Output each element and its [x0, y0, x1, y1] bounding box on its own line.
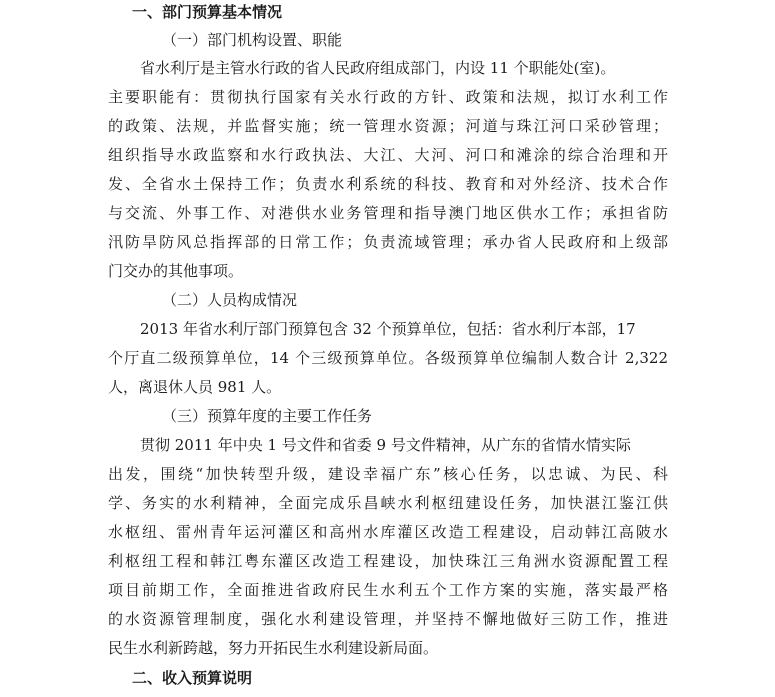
paragraph-line: 主要职能有：贯彻执行国家有关水行政的方针、政策和法规，拟订水利工作 [108, 88, 668, 106]
paragraph-line: 发、全省水土保持工作；负责水利系统的科技、教育和对外经济、技术合作 [108, 175, 668, 193]
paragraph-line: 门交办的其他事项。 [108, 262, 244, 280]
paragraph-line: 利枢纽工程和韩江粤东灌区改造工程建设，加快珠江三角洲水资源配置工程 [108, 552, 668, 570]
paragraph-line: 项目前期工作，全面推进省政府民生水利五个工作方案的实施，落实最严格 [108, 581, 668, 599]
paragraph-line: 学、务实的水利精神，全面完成乐昌峡水利枢纽建设任务，加快湛江鉴江供 [108, 494, 668, 512]
subsection-2-heading: （二）人员构成情况 [162, 291, 298, 309]
paragraph-line: 个厅直二级预算单位，14 个三级预算单位。各级预算单位编制人数合计 2,322 [108, 349, 668, 367]
paragraph-line: 出发，围绕“加快转型升级，建设幸福广东”核心任务，以忠诚、为民、科 [108, 465, 668, 483]
paragraph-line: 汛防旱防风总指挥部的日常工作；负责流域管理；承办省人民政府和上级部 [108, 233, 668, 251]
paragraph-line: 贯彻 2011 年中央 1 号文件和省委 9 号文件精神，从广东的省情水情实际 [140, 436, 631, 454]
paragraph-line: 省水利厅是主管水行政的省人民政府组成部门，内设 11 个职能处(室)。 [140, 59, 616, 77]
paragraph-line: 2013 年省水利厅部门预算包含 32 个预算单位，包括：省水利厅本部，17 [140, 320, 636, 338]
paragraph-line: 的政策、法规，并监督实施；统一管理水资源；河道与珠江河口采砂管理； [108, 117, 668, 135]
section-2-heading: 二、收入预算说明 [132, 669, 253, 687]
paragraph-line: 人，离退休人员 981 人。 [108, 378, 282, 396]
paragraph-line: 民生水利新跨越，努力开拓民生水利建设新局面。 [108, 639, 439, 657]
paragraph-line: 与交流、外事工作、对港供水业务管理和指导澳门地区供水工作；承担省防 [108, 204, 668, 222]
subsection-3-heading: （三）预算年度的主要工作任务 [162, 407, 373, 425]
subsection-1-heading: （一）部门机构设置、职能 [162, 31, 343, 49]
paragraph-line: 的水资源管理制度，强化水利建设管理，并坚持不懈地做好三防工作，推进 [108, 610, 668, 628]
paragraph-line: 组织指导水政监察和水行政执法、大江、大河、河口和滩涂的综合治理和开 [108, 146, 668, 164]
section-1-heading: 一、部门预算基本情况 [132, 3, 283, 21]
paragraph-line: 水枢纽、雷州青年运河灌区和高州水库灌区改造工程建设，启动韩江高陂水 [108, 523, 668, 541]
